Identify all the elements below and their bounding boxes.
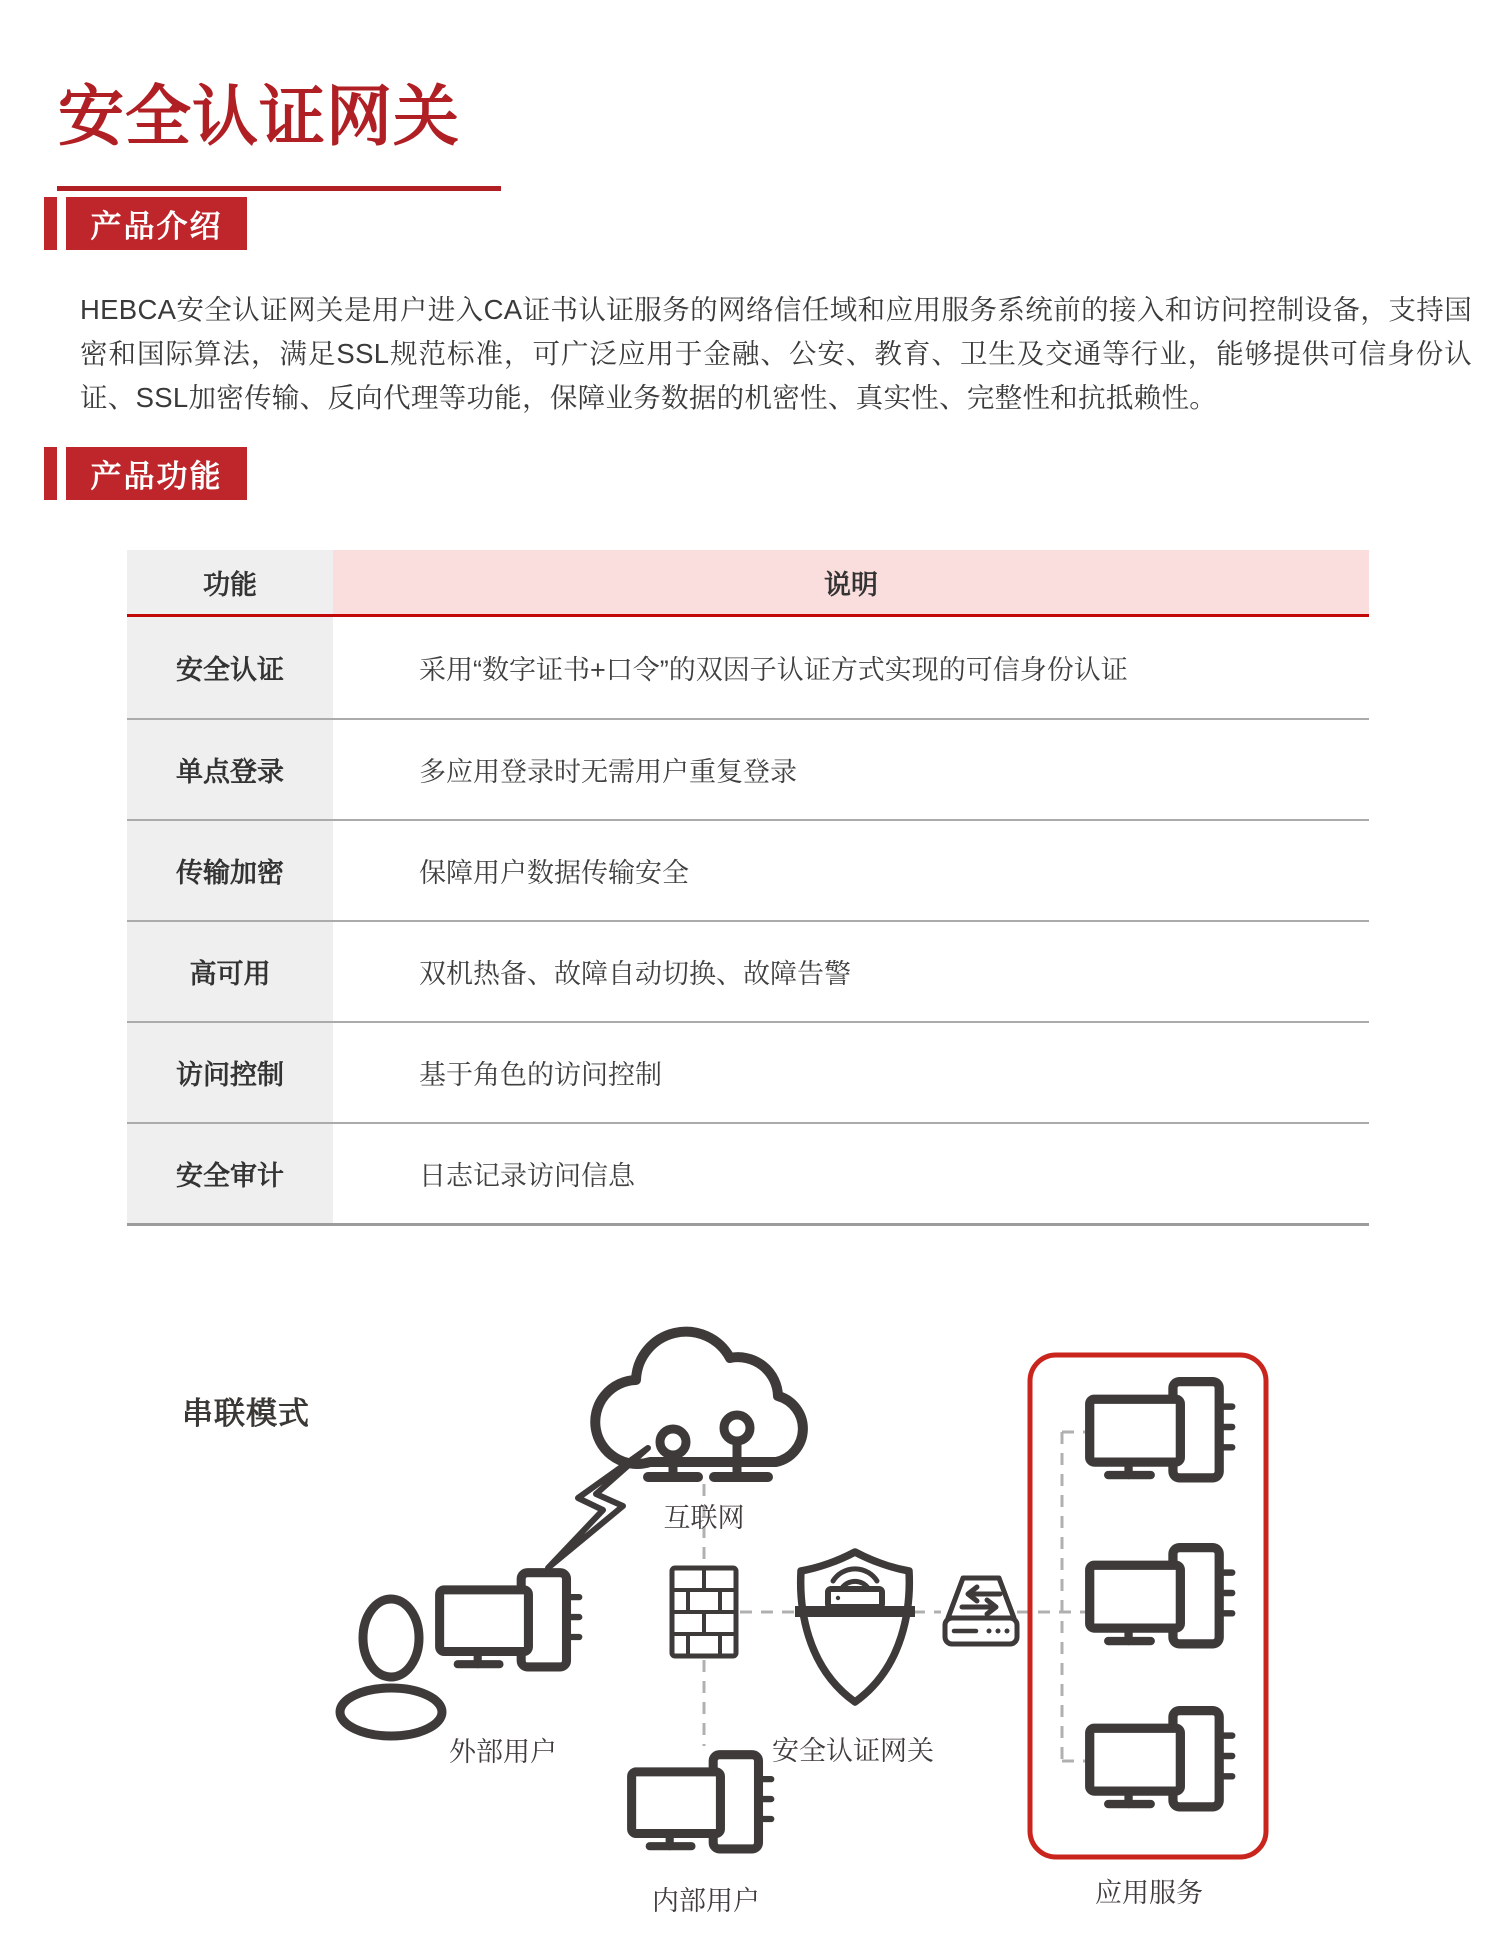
diagram-mode-label: 串联模式 bbox=[182, 1396, 310, 1431]
table-row bbox=[127, 1122, 1369, 1223]
cloud-icon bbox=[595, 1332, 803, 1477]
computer-icon bbox=[1090, 1382, 1232, 1478]
feature-name: 传输加密 bbox=[127, 821, 333, 920]
feature-name: 安全认证 bbox=[127, 617, 333, 718]
feature-name: 安全审计 bbox=[127, 1124, 333, 1223]
computer-icon bbox=[1090, 1711, 1232, 1807]
section-heading-features: 产品功能 bbox=[66, 447, 247, 500]
section-accent-bar bbox=[44, 447, 57, 500]
column-header-description: 说明 bbox=[333, 550, 1369, 614]
table-row bbox=[127, 617, 1369, 718]
column-header-function: 功能 bbox=[127, 550, 333, 614]
intro-paragraph: HEBCA安全认证网关是用户进入CA证书认证服务的网络信任域和应用服务系统前的接入和访问控制设备，支持国密和国际算法，满足SSL规范标准，可广泛应用于金融、公安、教育、卫生及交通等行业，能够提供可信身份认证、SSL加密传输、反向代理等功能，保障业务数据的机密性、真实性、完整性和抗抵赖性。 bbox=[80, 294, 1472, 413]
feature-desc: 日志记录访问信息 bbox=[419, 1161, 635, 1191]
features-table bbox=[127, 550, 1369, 1226]
label-internet: 互联网 bbox=[663, 1503, 745, 1533]
feature-name: 单点登录 bbox=[127, 720, 333, 819]
table-header-row bbox=[127, 550, 1369, 614]
feature-name: 高可用 bbox=[127, 922, 333, 1021]
feature-desc: 双机热备、故障自动切换、故障告警 bbox=[419, 959, 851, 989]
topology-diagram bbox=[0, 1300, 1500, 1947]
table-row bbox=[127, 1021, 1369, 1122]
computer-icon bbox=[632, 1755, 772, 1849]
label-internal-user: 内部用户 bbox=[652, 1886, 760, 1916]
title-underline bbox=[57, 186, 501, 191]
table-row bbox=[127, 819, 1369, 920]
feature-name: 访问控制 bbox=[127, 1023, 333, 1122]
feature-desc: 基于角色的访问控制 bbox=[419, 1060, 662, 1090]
table-row bbox=[127, 920, 1369, 1021]
shield-gateway-icon bbox=[795, 1552, 915, 1702]
table-body bbox=[127, 617, 1369, 1226]
label-gateway: 安全认证网关 bbox=[772, 1736, 934, 1766]
page-title: 安全认证网关 bbox=[58, 79, 460, 153]
section-heading-intro: 产品介绍 bbox=[66, 197, 247, 250]
label-external-user: 外部用户 bbox=[449, 1737, 557, 1767]
load-balancer-icon bbox=[945, 1578, 1017, 1644]
section-accent-bar bbox=[44, 197, 57, 250]
person-icon bbox=[340, 1599, 442, 1736]
computer-icon bbox=[1090, 1548, 1232, 1644]
feature-desc: 保障用户数据传输安全 bbox=[419, 858, 689, 888]
section-header-features bbox=[44, 447, 247, 500]
label-app-service: 应用服务 bbox=[1095, 1878, 1203, 1908]
computer-icon bbox=[440, 1573, 580, 1667]
section-header-intro bbox=[44, 197, 247, 250]
table-row bbox=[127, 718, 1369, 819]
firewall-icon bbox=[672, 1568, 736, 1656]
feature-desc: 采用“数字证书+口令”的双因子认证方式实现的可信身份认证 bbox=[419, 655, 1128, 685]
feature-desc: 多应用登录时无需用户重复登录 bbox=[419, 757, 797, 787]
